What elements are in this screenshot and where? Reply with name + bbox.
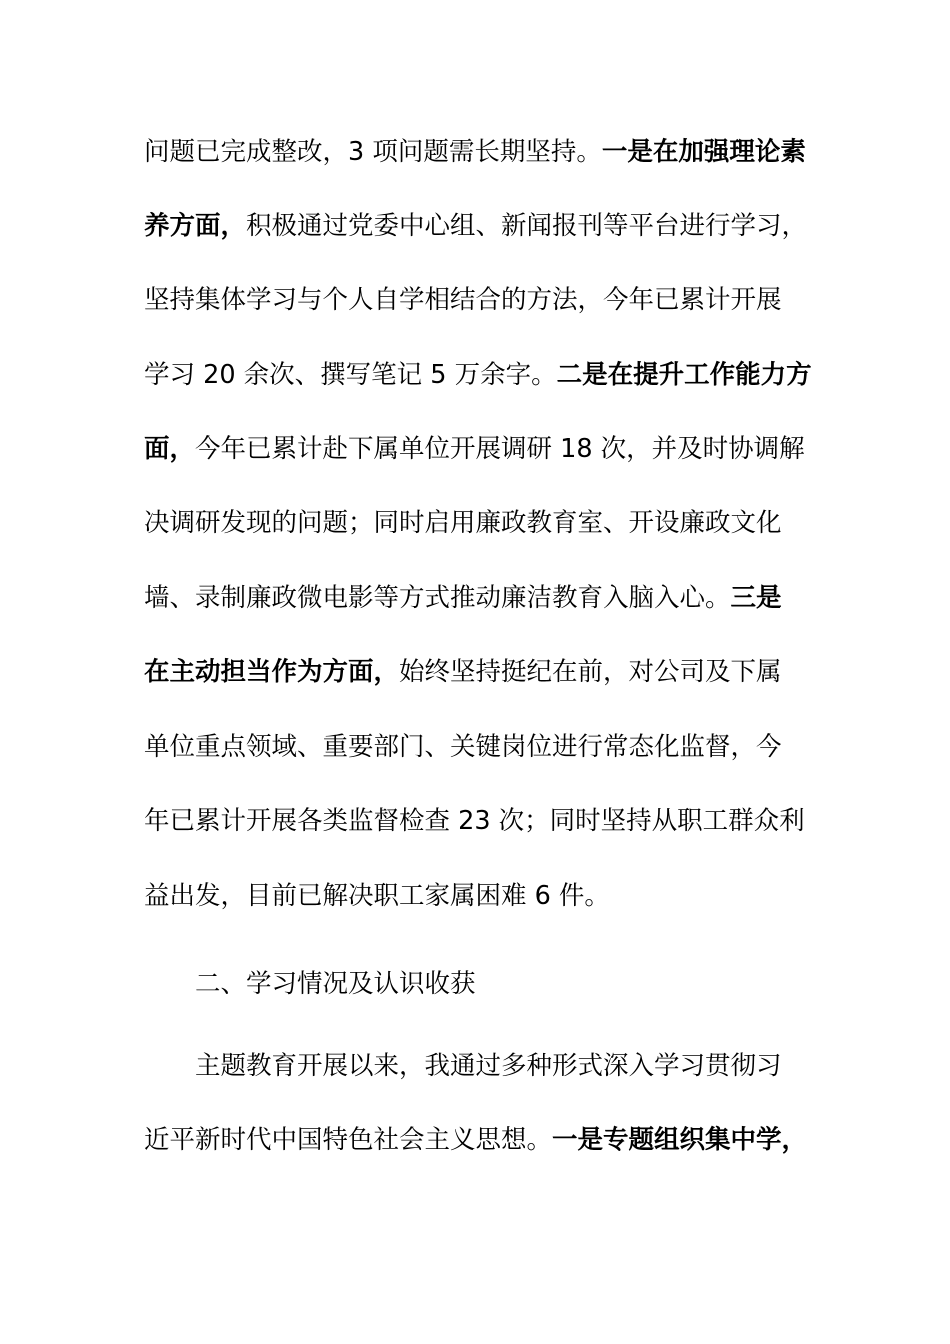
text-run: 单位重点领域、重要部门、关键岗位进行常态化监督，今 [144, 732, 782, 762]
paragraph-1-line-4 [144, 355, 814, 395]
text-run: 年已累计开展各类监督检查 23 次；同时坚持从职工群众利 [144, 806, 805, 836]
section-heading: 二、学习情况及认识收获 [195, 969, 476, 999]
text-run: 墙、录制廉政微电影等方式推动廉洁教育入脑入心。 [144, 583, 731, 613]
bold-text-run: 三是 [730, 583, 782, 613]
paragraph-1-line-5 [144, 429, 814, 469]
paragraph-1-line-10 [144, 801, 814, 841]
paragraph-1-line-9 [144, 727, 814, 767]
text-run: 问题已完成整改，3 项问题需长期坚持。 [144, 137, 602, 167]
paragraph-1-line-2 [144, 206, 814, 246]
paragraph-2-line-2 [144, 1120, 814, 1160]
text-run: 积极通过党委中心组、新闻报刊等平台进行学习， [246, 211, 808, 241]
bold-text-run: 面， [144, 434, 196, 464]
paragraph-2-line-1 [195, 1046, 865, 1086]
bold-text-run: 一是专题组织集中学， [552, 1125, 808, 1155]
text-run: 今年已累计赴下属单位开展调研 18 次，并及时协调解 [195, 434, 805, 464]
bold-text-run: 一是在加强理论素 [601, 137, 806, 167]
paragraph-1-line-8 [144, 652, 814, 692]
text-run: 主题教育开展以来，我通过多种形式深入学习贯彻习 [195, 1051, 782, 1081]
text-run: 近平新时代中国特色社会主义思想。 [144, 1125, 553, 1155]
paragraph-1-line-7 [144, 578, 814, 618]
text-run: 坚持集体学习与个人自学相结合的方法，今年已累计开展 [144, 285, 782, 315]
paragraph-1-line-3 [144, 280, 814, 320]
bold-text-run: 二是在提升工作能力方 [556, 360, 812, 390]
paragraph-1-line-11 [144, 876, 814, 916]
paragraph-1-line-6 [144, 503, 814, 543]
paragraph-1-line-1 [144, 132, 814, 172]
bold-text-run: 在主动担当作为方面， [144, 657, 400, 687]
bold-text-run: 养方面， [144, 211, 247, 241]
text-run: 学习 20 余次、撰写笔记 5 万余字。 [144, 360, 557, 390]
text-run: 益出发，目前已解决职工家属困难 6 件。 [144, 881, 610, 911]
text-run: 决调研发现的问题；同时启用廉政教育室、开设廉政文化 [144, 508, 782, 538]
text-run: 始终坚持挺纪在前，对公司及下属 [399, 657, 782, 687]
